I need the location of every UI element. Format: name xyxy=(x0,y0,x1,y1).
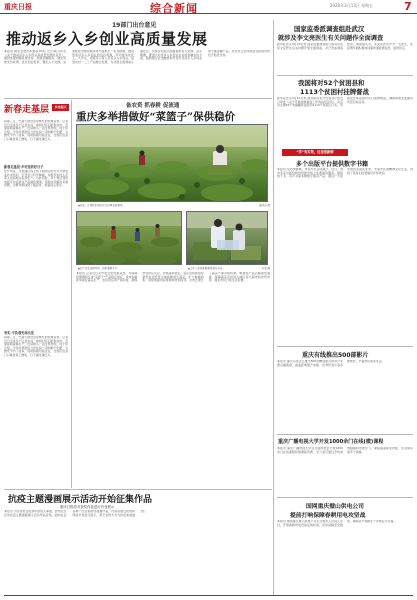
story3-headline: 多个出版平台提供数字书籍 xyxy=(296,161,369,168)
story3-rule xyxy=(277,346,413,347)
feature-logo-text: 新春走基层 xyxy=(4,105,50,115)
feature-subhead-2: 务实·不负春光再出发 xyxy=(4,331,34,335)
lead-headline: 推动返乡入乡创业高质量发展 xyxy=(6,30,208,48)
story3-band: “学”有实效，这里很新鲜 xyxy=(282,149,348,156)
workers-photo xyxy=(186,211,268,265)
bottom-body: 本报讯 为宣传抗击疫情中的感人事迹，我市近日启动抗疫主题漫画展示活动作品征集，面向社会各界广泛征集原创漫画作品，作品将通过报纸和网络平台进行展示，用艺术的方式为抗疫加油鼓劲。 xyxy=(4,510,147,517)
center-body: 本报讯 记者近日从市农业农村委获悉，为保障疫情期间全市“菜篮子”产品稳定供应，我市多措并举抓好蔬菜生产、农资供应和产销对接，确保市场供应充足、价格基本稳定。各区县积极组织新型农业经营主体抢种速生蔬菜，扩大种植面积，同时加强田间管理和技术指导。全市还建立了蔬菜产销对接机制，畅通农产品运输绿色通道，保障蔬菜及时进入城区各大超市和农贸市场，满足市民日常生活需要。 xyxy=(76,272,270,283)
photo2-caption: ▲农户正在田间劳作，抢抓春耕生产。 xyxy=(78,267,120,270)
photo3-credit: 记者 摄 xyxy=(261,267,270,270)
story6-headline-line2: 提前打响保障春耕用电攻坚战 xyxy=(290,513,366,519)
story4-body: 本报讯 重庆有线近日推出500部精选影片供用户免费点播观看，涵盖经典国产电影、优秀纪录片等多种类型，丰富市民居家生活。 xyxy=(277,360,385,367)
bottom-headline: 抗疫主题漫画展示活动开始征集作品 xyxy=(8,495,153,505)
column-rule xyxy=(71,100,72,488)
bottom-rule xyxy=(4,489,272,490)
right-column-rule xyxy=(273,20,274,595)
story4-headline: 重庆有线推出500部影片 xyxy=(302,352,369,359)
center-headline: 重庆多举措做好“菜篮子”保供稳价 xyxy=(76,111,236,123)
story2-headline-line2: 1113个贫困村挂牌督战 xyxy=(300,88,369,96)
story4-rule xyxy=(277,434,413,435)
farmers-illustration xyxy=(77,212,182,265)
feature-intro-body: 阳春三月，巴渝大地处处是繁忙的农耕景象。记者近日走进多个区县乡村，看到村民们抢抓农时、开展春耕备耕生产，田间地头一派生机勃勃。村干部介绍，今年村里组织合作社统一采购种子化肥，为群众节约了成本，同时积极对接企业，让村民在家门口就能务工增收，日子越过越红火。 xyxy=(4,120,68,141)
story5-rule xyxy=(277,497,413,498)
page-number: 7 xyxy=(404,0,412,13)
story1-body: 新华社北京3月19日电 国家监委调查组日前对涉及李文亮医生有关问题开展全面调查，并已形成调查结论。调查组认为，李文亮医生作为一名医生，在疫情早期积极向同事传递疫情信息，值得肯定。 xyxy=(277,43,413,50)
footer-rule xyxy=(4,595,413,596)
bottom-subline: 重庆日报将对获奖作品进行刊登展示 xyxy=(60,505,115,509)
issue-date: 2020年3月13日 星期五 xyxy=(330,3,374,8)
story1-rule xyxy=(277,75,413,76)
lead-kicker: 19部门出台意见 xyxy=(112,22,157,29)
workers-illustration xyxy=(187,212,268,265)
story2-body: 新华社北京3月12日电 国务院扶贫开发领导小组近日印发《关于开展挂牌督战工作的指导意见》，决定对全国52个未摘帽贫困县和1113个贫困人口多、贫困发生率高的村实行挂牌督战，确保如期完成脱贫攻坚目标任务。 xyxy=(277,97,413,108)
vegetable-field-photo xyxy=(76,124,268,202)
feature-body-2: 阳春三月，巴渝大地处处是繁忙的农耕景象。记者近日走进多个区县乡村，看到村民们抢抓农时、开展春耕备耕生产，田间地头一派生机勃勃。村干部介绍，今年村里组织合作社统一采购种子化肥，为群众节约了成本，同时积极对接企业，让村民在家门口就能务工增收，日子越过越红火。 xyxy=(4,336,68,357)
section-title: 综合新闻 xyxy=(150,2,198,15)
story6-body: 本报讯 国网重庆璧山供电公司近日组织人员深入乡村，开展春耕用电设备巡视检查，及时消除安全隐患，确保农户春耕生产用电安全可靠。 xyxy=(277,520,397,527)
feature-logo-tag: 乡村振兴 xyxy=(52,104,69,111)
story5-headline: 重庆广播电视大学开发1000余门在线(微)课程 xyxy=(278,439,384,445)
field-illustration xyxy=(77,125,268,202)
feature-logo xyxy=(4,100,70,118)
feature-body-1: 在开州区，当地通过线上线下相结合的方式开展农业技术培训，引导农户科学种植，并组织农技人员深入田间地头指导生产。与此同时，多个村还利用电商平台拓宽农产品销售渠道，帮助农民解决卖难问题，让群众的钱袋子鼓起来，致富信心更足。 xyxy=(4,170,68,188)
story3-body: 本报讯 受疫情影响，市民外出活动减少。近日，我市多家出版机构纷纷推出线上免费阅读服务，提供电子书、有声书等多种数字阅读产品，满足广大读者的居家阅读需求，丰富市民的精神文化生活，得到了读者们的普遍好评和欢迎。 xyxy=(277,168,413,179)
lead-body: 本报讯 国家发展改革委等19部门近日联合印发《关于推动返乡入乡创业高质量发展的意见》，围绕加强财税政策支持、创新金融服务、健全用地支持政策、优化创业培训、强化人才支撑、完善配套设施和服务等方面提出一系列措施，推动形成返乡入乡创业的良好氛围，带动更多农民工、大学生、退役军人等人员返乡入乡创业，促进农村一二三产业融合发展，为决胜全面建成小康社会、实施乡村振兴战略提供有力支撑。意见明确，要加大对返乡入乡创业企业的金融支持力度，鼓励银行业金融机构开发针对返乡入乡创业的专属金融产品，并对符合条件的创业担保贷款给予贴息支持。 xyxy=(4,50,270,64)
story1-headline-line1: 国家监委派调查组赴武汉 xyxy=(294,25,365,33)
photo1-credit: 通讯员 摄 xyxy=(259,204,270,207)
photo3-caption: ▲工作人员将新鲜蔬菜装车外运。 xyxy=(188,267,225,270)
farmers-photo xyxy=(76,211,182,265)
center-kicker: 备农资 抓春耕 促流通 xyxy=(126,103,180,109)
feature-subhead-1: 新春走基层·乡村里的好日子 xyxy=(4,165,44,169)
masthead xyxy=(0,0,417,14)
paper-name: 重庆日报 xyxy=(4,2,32,11)
photo1-caption: ▲日前，江津区的菜农正在地里采收蔬菜。 xyxy=(78,204,125,207)
story5-body: 本报讯 重庆广播电视大学近日面向社会开放1000余门在线课程和微课程资源，学习者可通过手机或电脑随时登录学习，课程涵盖职业技能、生活常识等多个领域。 xyxy=(277,447,413,454)
story6-headline-line1: 国网重庆璧山供电公司 xyxy=(306,504,364,510)
story2-headline-line1: 我国将对52个贫困县和 xyxy=(298,79,365,87)
story1-headline-line2: 就涉及李文亮医生有关问题作全面调查 xyxy=(278,35,384,42)
lead-rule xyxy=(4,98,272,99)
